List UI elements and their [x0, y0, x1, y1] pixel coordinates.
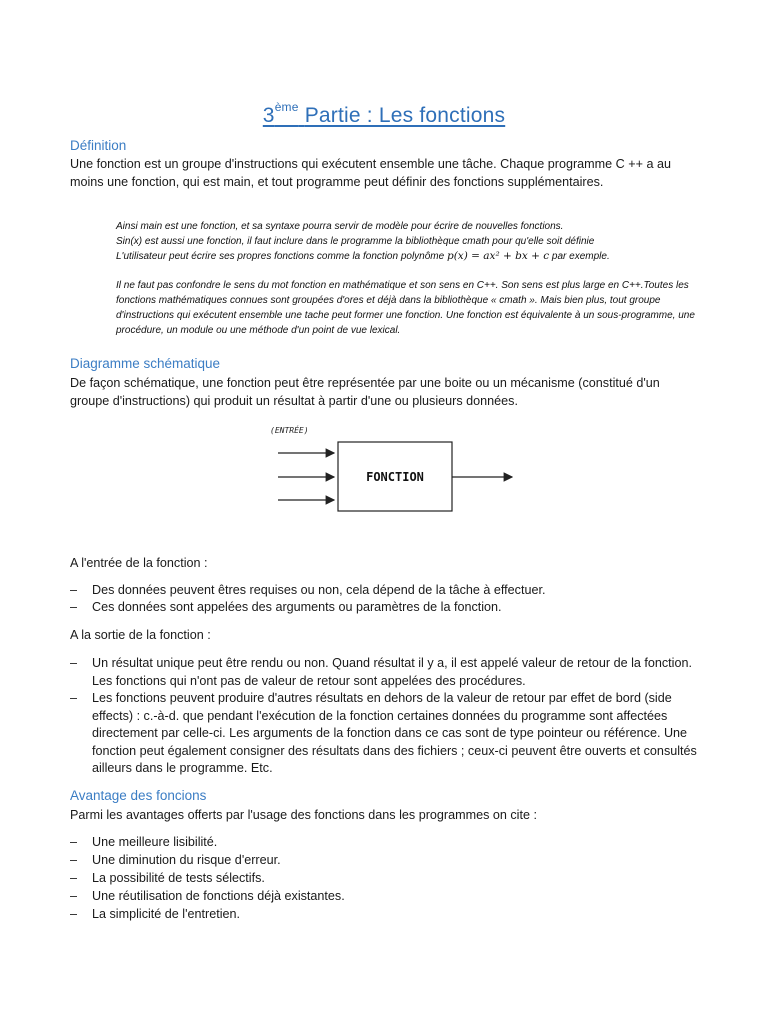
title-superscript: ème	[274, 100, 299, 114]
diagram-input-label: (ENTRÉE)	[270, 426, 309, 435]
sortie-label: A la sortie de la fonction :	[70, 628, 211, 642]
list-item: – La possibilité de tests sélectifs.	[70, 871, 265, 885]
polynome-formula: p(x) = ax² + bx + c	[446, 250, 550, 262]
list-item: – Une meilleure lisibilité.	[70, 835, 218, 849]
list-item: – Un résultat unique peut être rendu ou non. Quand résultat il y a, il est appelé valeur de retour de la fonction. Les fonctions qui n'ont pas de valeur de retour sont appelées des procédures.	[70, 656, 692, 688]
title-text: Partie : Les fonctions	[304, 104, 506, 127]
avantages-heading: Avantage des foncions	[70, 788, 207, 803]
schema-heading: Diagramme schématique	[70, 356, 221, 371]
definition-heading: Définition	[70, 138, 127, 153]
entree-label: A l'entrée de la fonction :	[70, 556, 208, 570]
note-sense-paragraph: Il ne faut pas confondre le sens du mot fonction en mathématique et son sens en C++. Son sens est plus large en C++.Toutes les fonctions mathématiques connues sont groupées d'ores et déjà dans la bibliothèque « cmath ». Mais bien plus, tout groupe d'instructions qui exécutent ensemble une tache peut former une fonction. Une fonction est équivalente à un sous-programme, une procédure, un module ou une méthode d'un point de vue lexical.	[116, 280, 695, 336]
diagram-box-label: FONCTION	[366, 470, 424, 484]
list-item: – La simplicité de l'entretien.	[70, 907, 241, 921]
definition-note	[116, 219, 696, 338]
definition-paragraph: Une fonction est un groupe d'instructions qui exécutent ensemble une tâche. Chaque programme C ++ a au moins une fonction, qui est main, et tout programme peut définir des fonctions supplémentaires.	[70, 157, 671, 189]
note-line-sin: Sin(x) est aussi une fonction, il faut inclure dans le programme la bibliothèque cmath pour qu'elle soit définie	[116, 236, 595, 247]
avantages-intro: Parmi les avantages offerts par l'usage des fonctions dans les programmes on cite :	[70, 808, 537, 822]
note-line-main: Ainsi main est une fonction, et sa syntaxe pourra servir de modèle pour écrire de nouvelles fonctions.	[116, 221, 564, 232]
list-item: – Les fonctions peuvent produire d'autres résultats en dehors de la valeur de retour par effet de bord (side effects) : c.-à-d. que pendant l'exécution de la fonction certaines données du programme sont affectées directement par celle-ci. Les arguments de la fonction dans ce cas sont de type pointeur ou référence. Une fonction peut également consigner des résultats dans des fichiers ; ceux-ci peuvent être ouverts et consultés ailleurs dans le programme. Etc.	[70, 691, 697, 775]
list-item: – Des données peuvent êtres requises ou non, cela dépend de la tâche à effectuer.	[70, 583, 546, 597]
list-item: – Une réutilisation de fonctions déjà existantes.	[70, 889, 345, 903]
list-item: – Une diminution du risque d'erreur.	[70, 853, 281, 867]
page-title	[0, 100, 768, 128]
list-item: – Ces données sont appelées des arguments ou paramètres de la fonction.	[70, 600, 502, 614]
schema-paragraph: De façon schématique, une fonction peut être représentée par une boite ou un mécanisme (constitué d'un groupe d'instructions) qui produit un résultat à partir d'une ou plusieurs données.	[70, 376, 660, 408]
function-diagram	[260, 420, 530, 520]
title-number: 3	[262, 104, 275, 127]
note-line-polynome: L'utilisateur peut écrire ses propres fonctions comme la fonction polynôme p(x) = ax² + bx + c par exemple.	[116, 250, 610, 262]
